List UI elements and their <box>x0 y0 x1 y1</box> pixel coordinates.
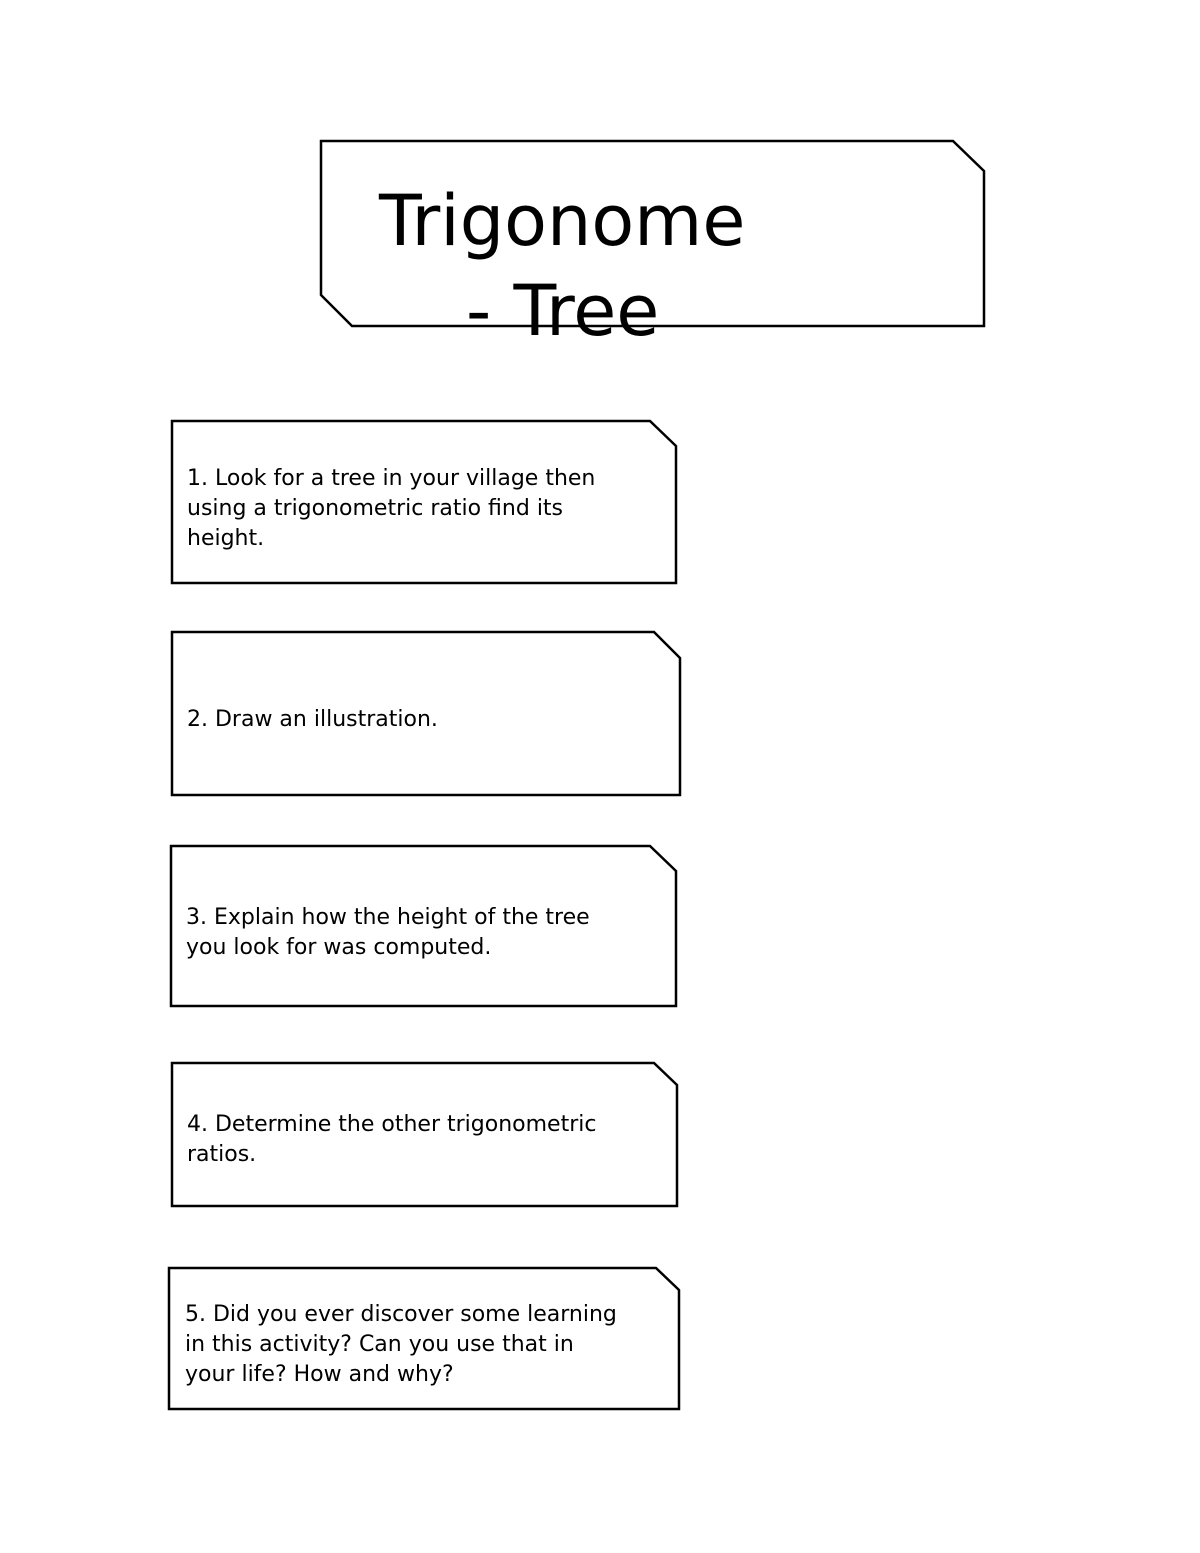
step-1-line-3: height. <box>187 526 265 551</box>
step-2-line-1: 2. Draw an illustration. <box>187 707 438 732</box>
step-3-line-1: 3. Explain how the height of the tree <box>186 905 590 930</box>
page-title-line-2: - Tree <box>466 270 660 352</box>
step-5-line-3: your life? How and why? <box>185 1362 454 1387</box>
step-1-text <box>187 464 595 554</box>
step-4-line-2: ratios. <box>187 1142 257 1167</box>
step-2-text <box>187 705 438 735</box>
step-3-text <box>186 903 590 963</box>
step-5-text <box>185 1300 617 1390</box>
page-title-line-1: Trigonome <box>379 180 746 262</box>
step-1-line-2: using a trigonometric ratio find its <box>187 496 564 521</box>
step-4-line-1: 4. Determine the other trigonometric <box>187 1112 597 1137</box>
step-5-line-1: 5. Did you ever discover some learning <box>185 1302 617 1327</box>
step-3-line-2: you look for was computed. <box>186 935 492 960</box>
step-5-line-2: in this activity? Can you use that in <box>185 1332 574 1357</box>
step-4-text <box>187 1110 596 1170</box>
step-1-line-1: 1. Look for a tree in your village then <box>187 466 596 491</box>
